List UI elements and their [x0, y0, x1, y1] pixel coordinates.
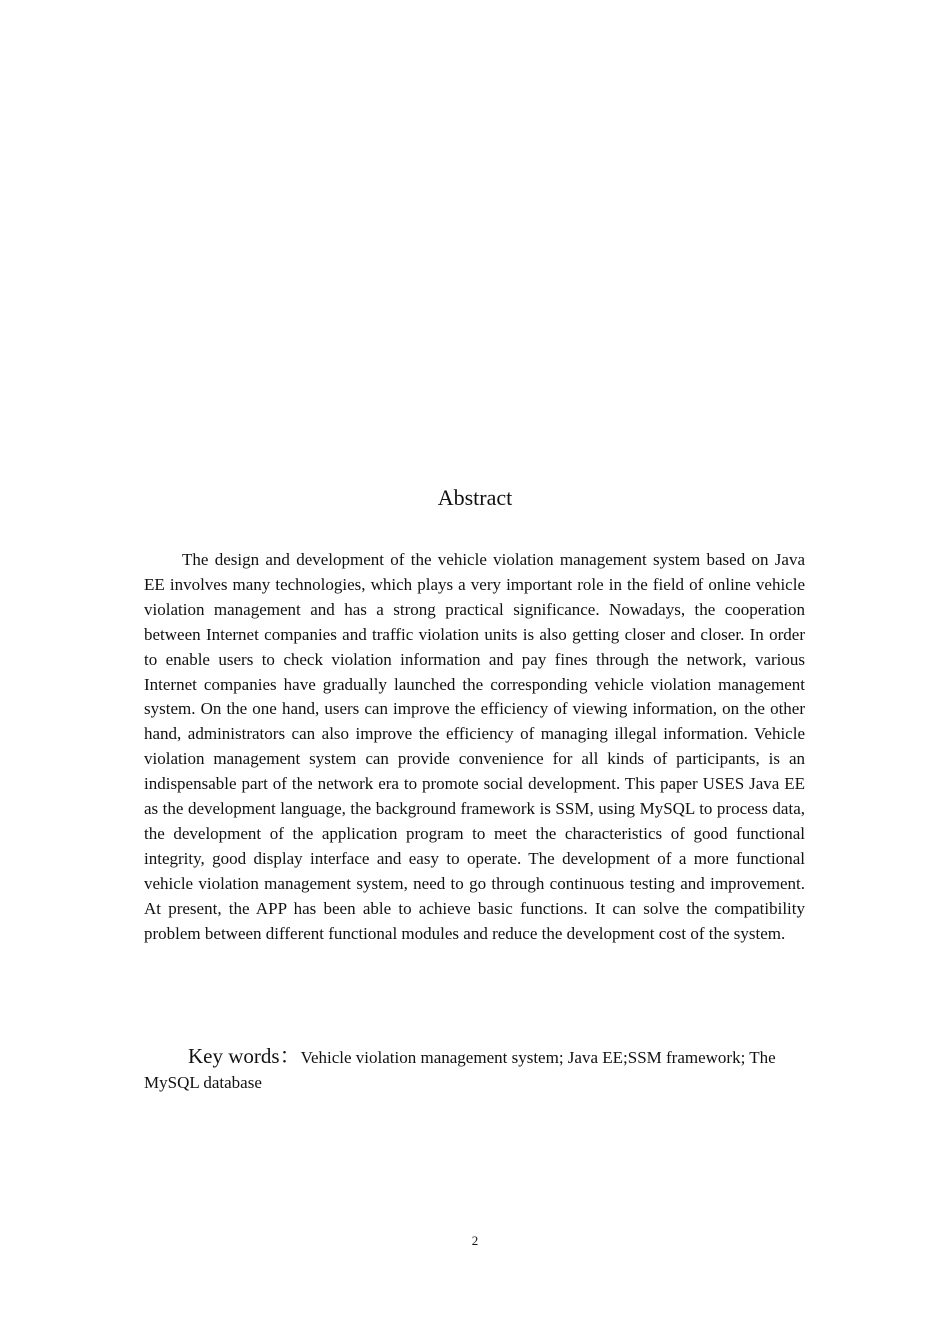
page-number: 2 — [471, 1233, 479, 1248]
abstract-body: The design and development of the vehicle violation management system based on Java EE involves many technologies, which plays a very important role in the field of online vehicle violation management and has a strong practical significance. Nowadays, the cooperation between Internet companies and traffic violation units is also getting closer and closer. In order to enable users to check violation information and pay fines through the network, various Internet companies have gradually launched the corresponding vehicle violation management system. On the one hand, users can improve the efficiency of viewing information, on the other hand, administrators can also improve the efficiency of managing illegal information. Vehicle violation management system can provide convenience for all kinds of participants, is an indispensable part of the network era to promote social development. This paper USES Java EE as the development language, the background framework is SSM, using MySQL to process data, the development of the application program to meet the characteristics of good functional integrity, good display interface and easy to operate. The development of a more functional vehicle violation management system, need to go through continuous testing and improvement. At present, the APP has been able to achieve basic functions. It can solve the compatibility problem between different functional modules and reduce the development cost of the system. — [144, 550, 805, 943]
abstract-title: Abstract — [437, 485, 513, 510]
keywords-paragraph — [144, 1044, 805, 1096]
keywords-text: Vehicle violation management system; Java EE;SSM framework; The MySQL database — [144, 1048, 776, 1092]
keywords-label: Key words： — [188, 1044, 301, 1068]
